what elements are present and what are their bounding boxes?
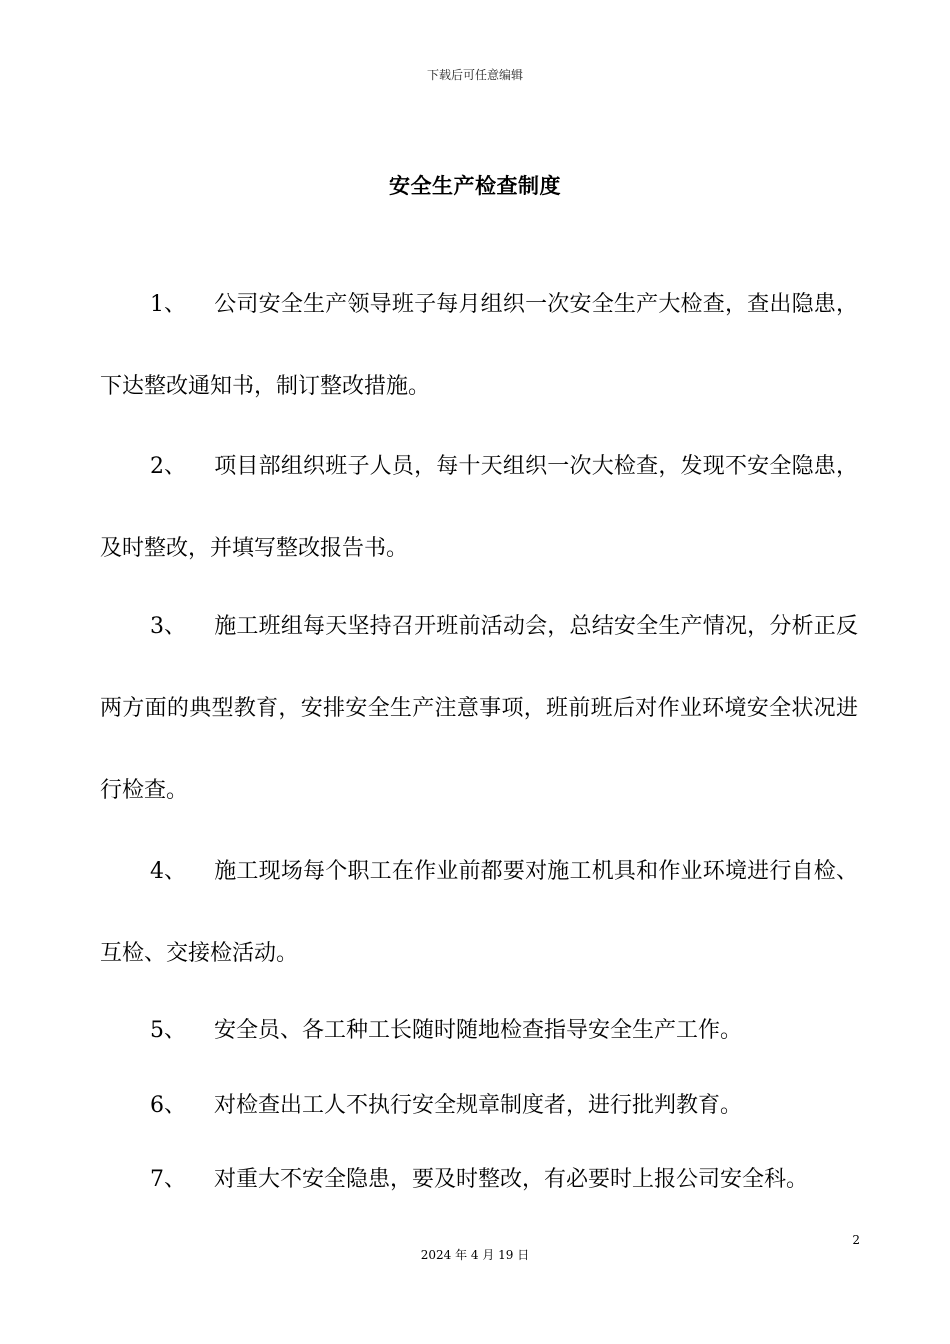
item-number: 1、	[150, 292, 186, 317]
item-text: 对重大不安全隐患，要及时整改，有必要时上报公司安全科。	[214, 1167, 809, 1192]
footer-date: 2024 年 4 月 19 日	[420, 1248, 530, 1262]
item-text: 项目部组织班子人员，每十天组织一次大检查，发现不安全隐患，及时整改，并填写整改报告书。	[100, 454, 858, 561]
item-text: 公司安全生产领导班子每月组织一次安全生产大检查，查出隐患，下达整改通知书，制订整改措施。	[100, 292, 858, 399]
item-text: 施工现场每个职工在作业前都要对施工机具和作业环境进行自检、互检、交接检活动。	[100, 859, 858, 966]
list-item-6	[100, 1065, 858, 1147]
item-number: 7、	[150, 1167, 186, 1192]
list-item-3	[100, 586, 858, 832]
list-item-7	[100, 1139, 858, 1221]
list-item-5	[100, 990, 858, 1072]
item-number: 6、	[150, 1093, 186, 1118]
document-title: 安全生产检查制度	[389, 174, 561, 198]
item-text: 施工班组每天坚持召开班前活动会，总结安全生产情况，分析正反两方面的典型教育，安排安全生产注意事项，班前班后对作业环境安全状况进行检查。	[100, 614, 858, 803]
list-item-1	[100, 264, 858, 428]
item-number: 2、	[150, 454, 186, 479]
list-item-2	[100, 426, 858, 590]
item-number: 3、	[150, 614, 186, 639]
item-text: 安全员、各工种工长随时随地检查指导安全生产工作。	[214, 1018, 743, 1043]
list-item-4	[100, 831, 858, 995]
item-number: 4、	[150, 859, 186, 884]
page-number: 2	[852, 1233, 860, 1247]
page-header: 下载后可任意编辑	[426, 68, 523, 82]
item-number: 5、	[150, 1018, 186, 1043]
item-text: 对检查出工人不执行安全规章制度者，进行批判教育。	[214, 1093, 743, 1118]
